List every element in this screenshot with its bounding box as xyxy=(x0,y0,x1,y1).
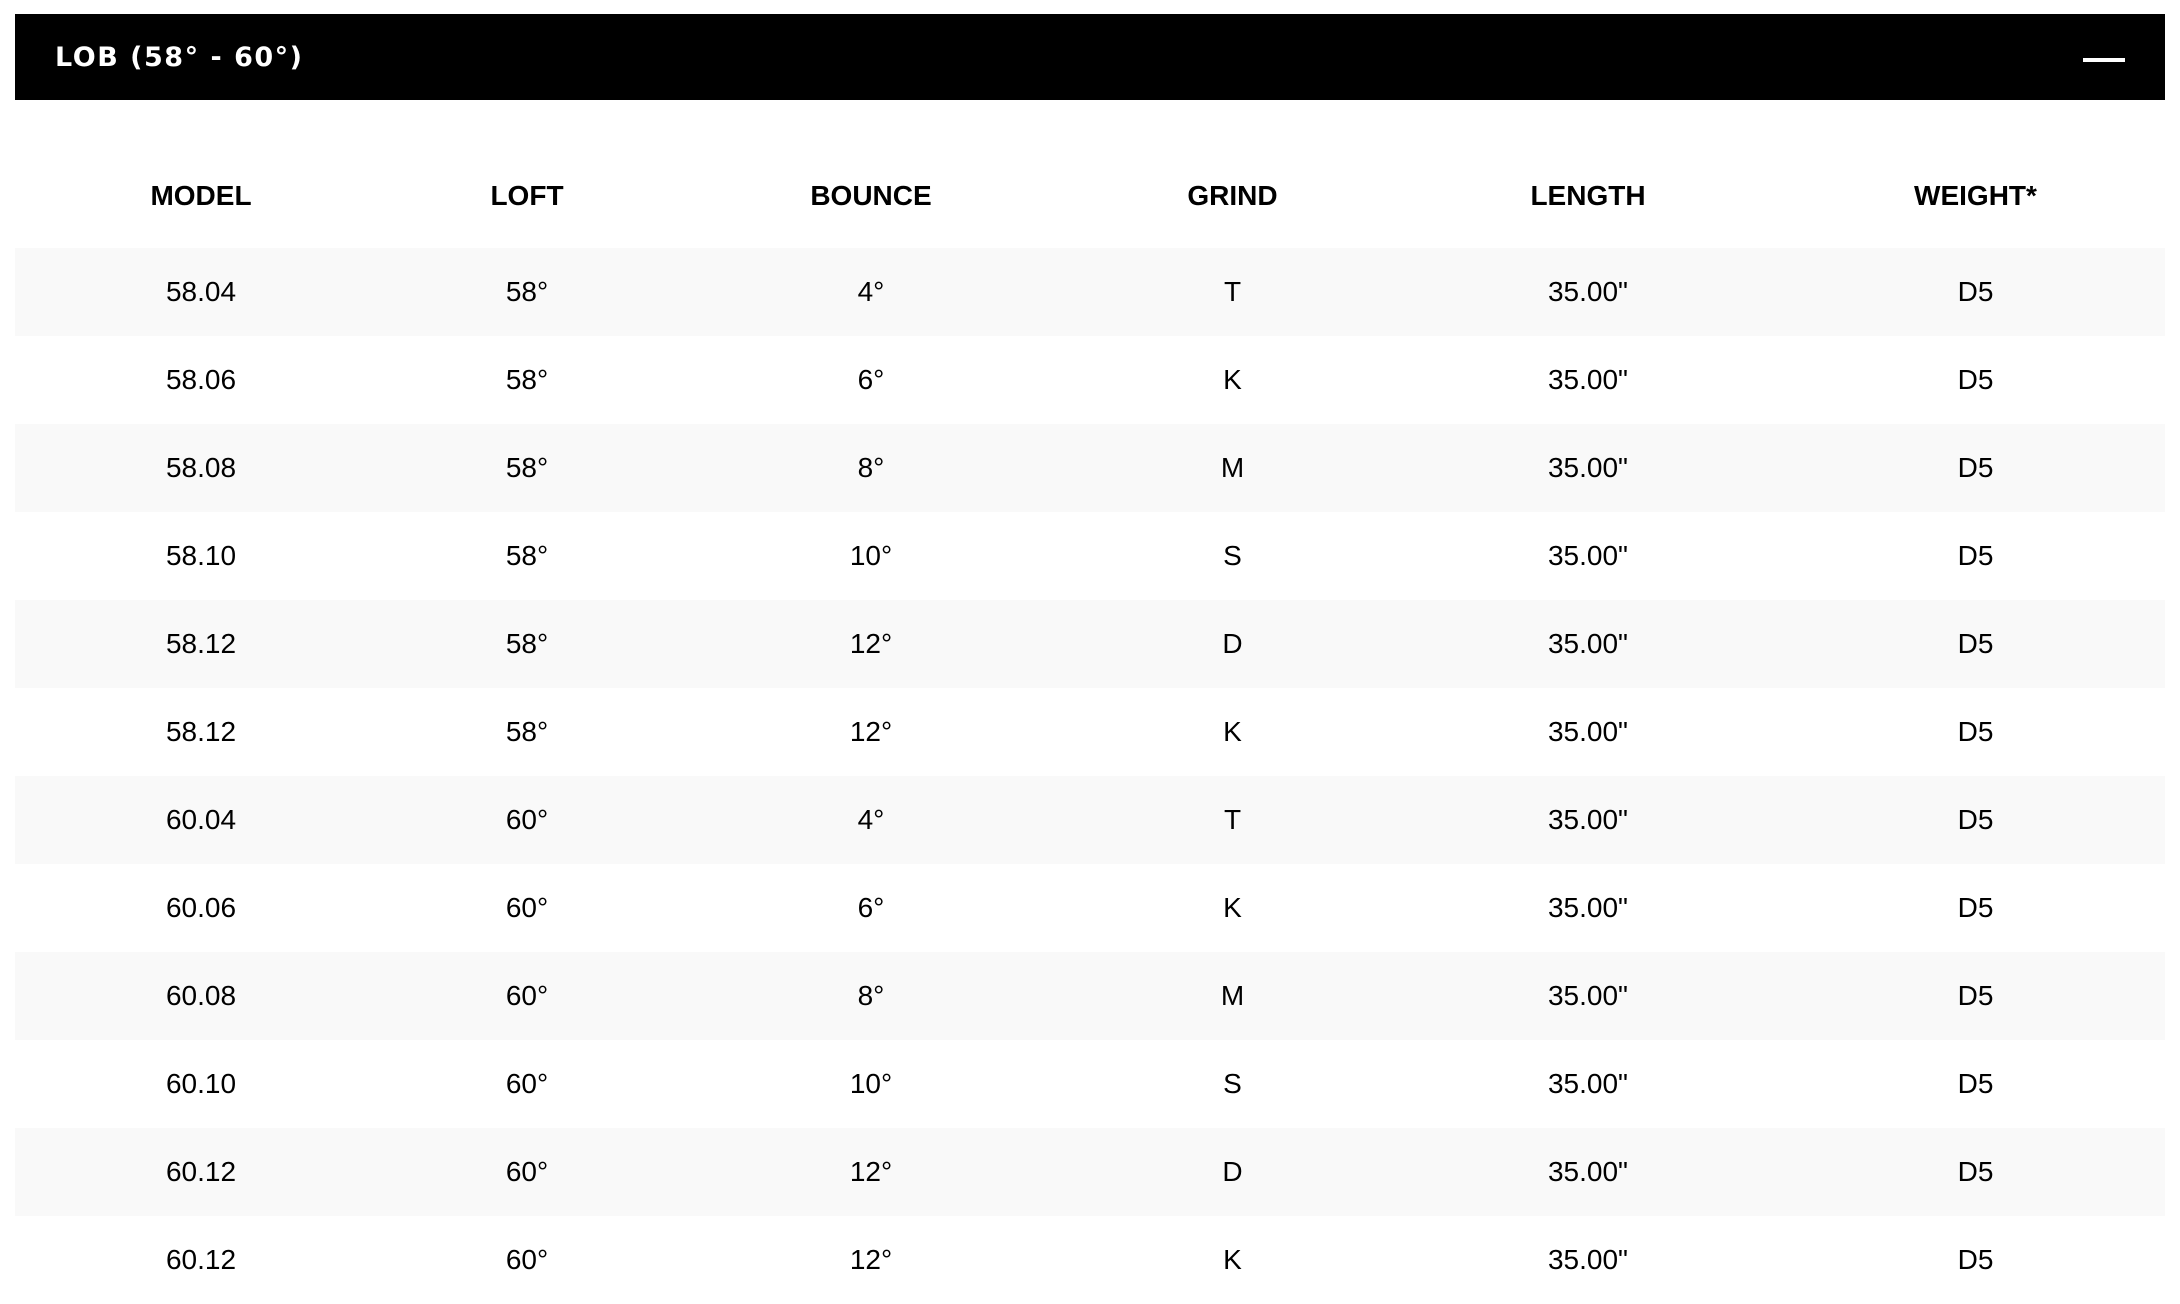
table-header-row xyxy=(15,100,2165,248)
cell-bounce: 12° xyxy=(849,1244,893,1275)
table-row xyxy=(15,248,2165,336)
cell-length: 35.00" xyxy=(1547,1156,1628,1187)
cell-bounce: 6° xyxy=(857,892,885,923)
cell-weight: D5 xyxy=(1957,540,1994,571)
cell-loft: 58° xyxy=(505,276,549,307)
cell-bounce: 12° xyxy=(849,716,893,747)
cell-loft: 60° xyxy=(505,892,549,923)
cell-model: 58.10 xyxy=(165,540,237,571)
table-row xyxy=(15,336,2165,424)
cell-length: 35.00" xyxy=(1547,1244,1628,1275)
cell-bounce: 6° xyxy=(857,364,885,395)
cell-length: 35.00" xyxy=(1547,452,1628,483)
cell-grind: K xyxy=(1223,1244,1242,1275)
column-header-model: MODEL xyxy=(150,180,252,211)
cell-model: 60.12 xyxy=(165,1244,237,1275)
cell-length: 35.00" xyxy=(1547,892,1628,923)
cell-loft: 60° xyxy=(505,804,549,835)
cell-loft: 60° xyxy=(505,980,549,1011)
cell-grind: K xyxy=(1223,716,1242,747)
cell-length: 35.00" xyxy=(1547,804,1628,835)
cell-weight: D5 xyxy=(1957,892,1994,923)
cell-loft: 58° xyxy=(505,452,549,483)
cell-loft: 58° xyxy=(505,540,549,571)
cell-weight: D5 xyxy=(1957,628,1994,659)
table-row xyxy=(15,952,2165,1040)
cell-loft: 60° xyxy=(505,1068,549,1099)
cell-bounce: 8° xyxy=(857,980,885,1011)
cell-weight: D5 xyxy=(1957,980,1994,1011)
cell-model: 60.08 xyxy=(165,980,237,1011)
cell-bounce: 4° xyxy=(857,804,885,835)
cell-grind: S xyxy=(1223,1068,1242,1099)
cell-model: 60.12 xyxy=(165,1156,237,1187)
table-row xyxy=(15,512,2165,600)
table-row xyxy=(15,1128,2165,1216)
cell-model: 60.10 xyxy=(165,1068,237,1099)
cell-grind: M xyxy=(1220,452,1245,483)
table-row xyxy=(15,864,2165,952)
cell-weight: D5 xyxy=(1957,1156,1994,1187)
column-header-grind: GRIND xyxy=(1187,180,1278,211)
specs-table xyxy=(15,100,2165,1304)
cell-length: 35.00" xyxy=(1547,276,1628,307)
cell-model: 58.12 xyxy=(165,628,237,659)
cell-bounce: 10° xyxy=(849,540,893,571)
cell-length: 35.00" xyxy=(1547,980,1628,1011)
cell-grind: D xyxy=(1222,628,1243,659)
table-row xyxy=(15,776,2165,864)
cell-grind: M xyxy=(1220,980,1245,1011)
cell-bounce: 4° xyxy=(857,276,885,307)
table-row xyxy=(15,1040,2165,1128)
accordion-header-lob[interactable] xyxy=(15,14,2165,100)
cell-length: 35.00" xyxy=(1547,1068,1628,1099)
cell-length: 35.00" xyxy=(1547,540,1628,571)
cell-weight: D5 xyxy=(1957,804,1994,835)
column-header-length: LENGTH xyxy=(1530,180,1646,211)
cell-loft: 58° xyxy=(505,628,549,659)
cell-loft: 60° xyxy=(505,1244,549,1275)
cell-grind: D xyxy=(1222,1156,1243,1187)
table-body xyxy=(15,248,2165,1304)
column-header-bounce: BOUNCE xyxy=(810,180,932,211)
cell-weight: D5 xyxy=(1957,452,1994,483)
cell-weight: D5 xyxy=(1957,716,1994,747)
cell-loft: 60° xyxy=(505,1156,549,1187)
cell-grind: S xyxy=(1223,540,1242,571)
cell-bounce: 12° xyxy=(849,1156,893,1187)
cell-grind: K xyxy=(1223,892,1242,923)
cell-model: 58.04 xyxy=(165,276,237,307)
column-header-weight: WEIGHT* xyxy=(1914,180,2037,211)
cell-bounce: 8° xyxy=(857,452,885,483)
cell-model: 58.08 xyxy=(165,452,237,483)
cell-bounce: 12° xyxy=(849,628,893,659)
table-row xyxy=(15,1216,2165,1304)
cell-grind: T xyxy=(1223,804,1242,835)
cell-model: 58.06 xyxy=(165,364,237,395)
minus-icon[interactable] xyxy=(2083,58,2125,62)
cell-weight: D5 xyxy=(1957,1244,1994,1275)
cell-loft: 58° xyxy=(505,716,549,747)
cell-length: 35.00" xyxy=(1547,628,1628,659)
cell-model: 58.12 xyxy=(165,716,237,747)
cell-weight: D5 xyxy=(1957,1068,1994,1099)
cell-model: 60.06 xyxy=(165,892,237,923)
table-row xyxy=(15,600,2165,688)
cell-weight: D5 xyxy=(1957,364,1994,395)
cell-grind: K xyxy=(1223,364,1242,395)
cell-length: 35.00" xyxy=(1547,364,1628,395)
table-row xyxy=(15,688,2165,776)
cell-model: 60.04 xyxy=(165,804,237,835)
cell-bounce: 10° xyxy=(849,1068,893,1099)
cell-grind: T xyxy=(1223,276,1242,307)
column-header-loft: LOFT xyxy=(490,180,564,211)
accordion-title: LOB (58° - 60°) xyxy=(55,41,304,73)
cell-length: 35.00" xyxy=(1547,716,1628,747)
cell-weight: D5 xyxy=(1957,276,1994,307)
cell-loft: 58° xyxy=(505,364,549,395)
specs-panel xyxy=(15,14,2165,1304)
table-row xyxy=(15,424,2165,512)
